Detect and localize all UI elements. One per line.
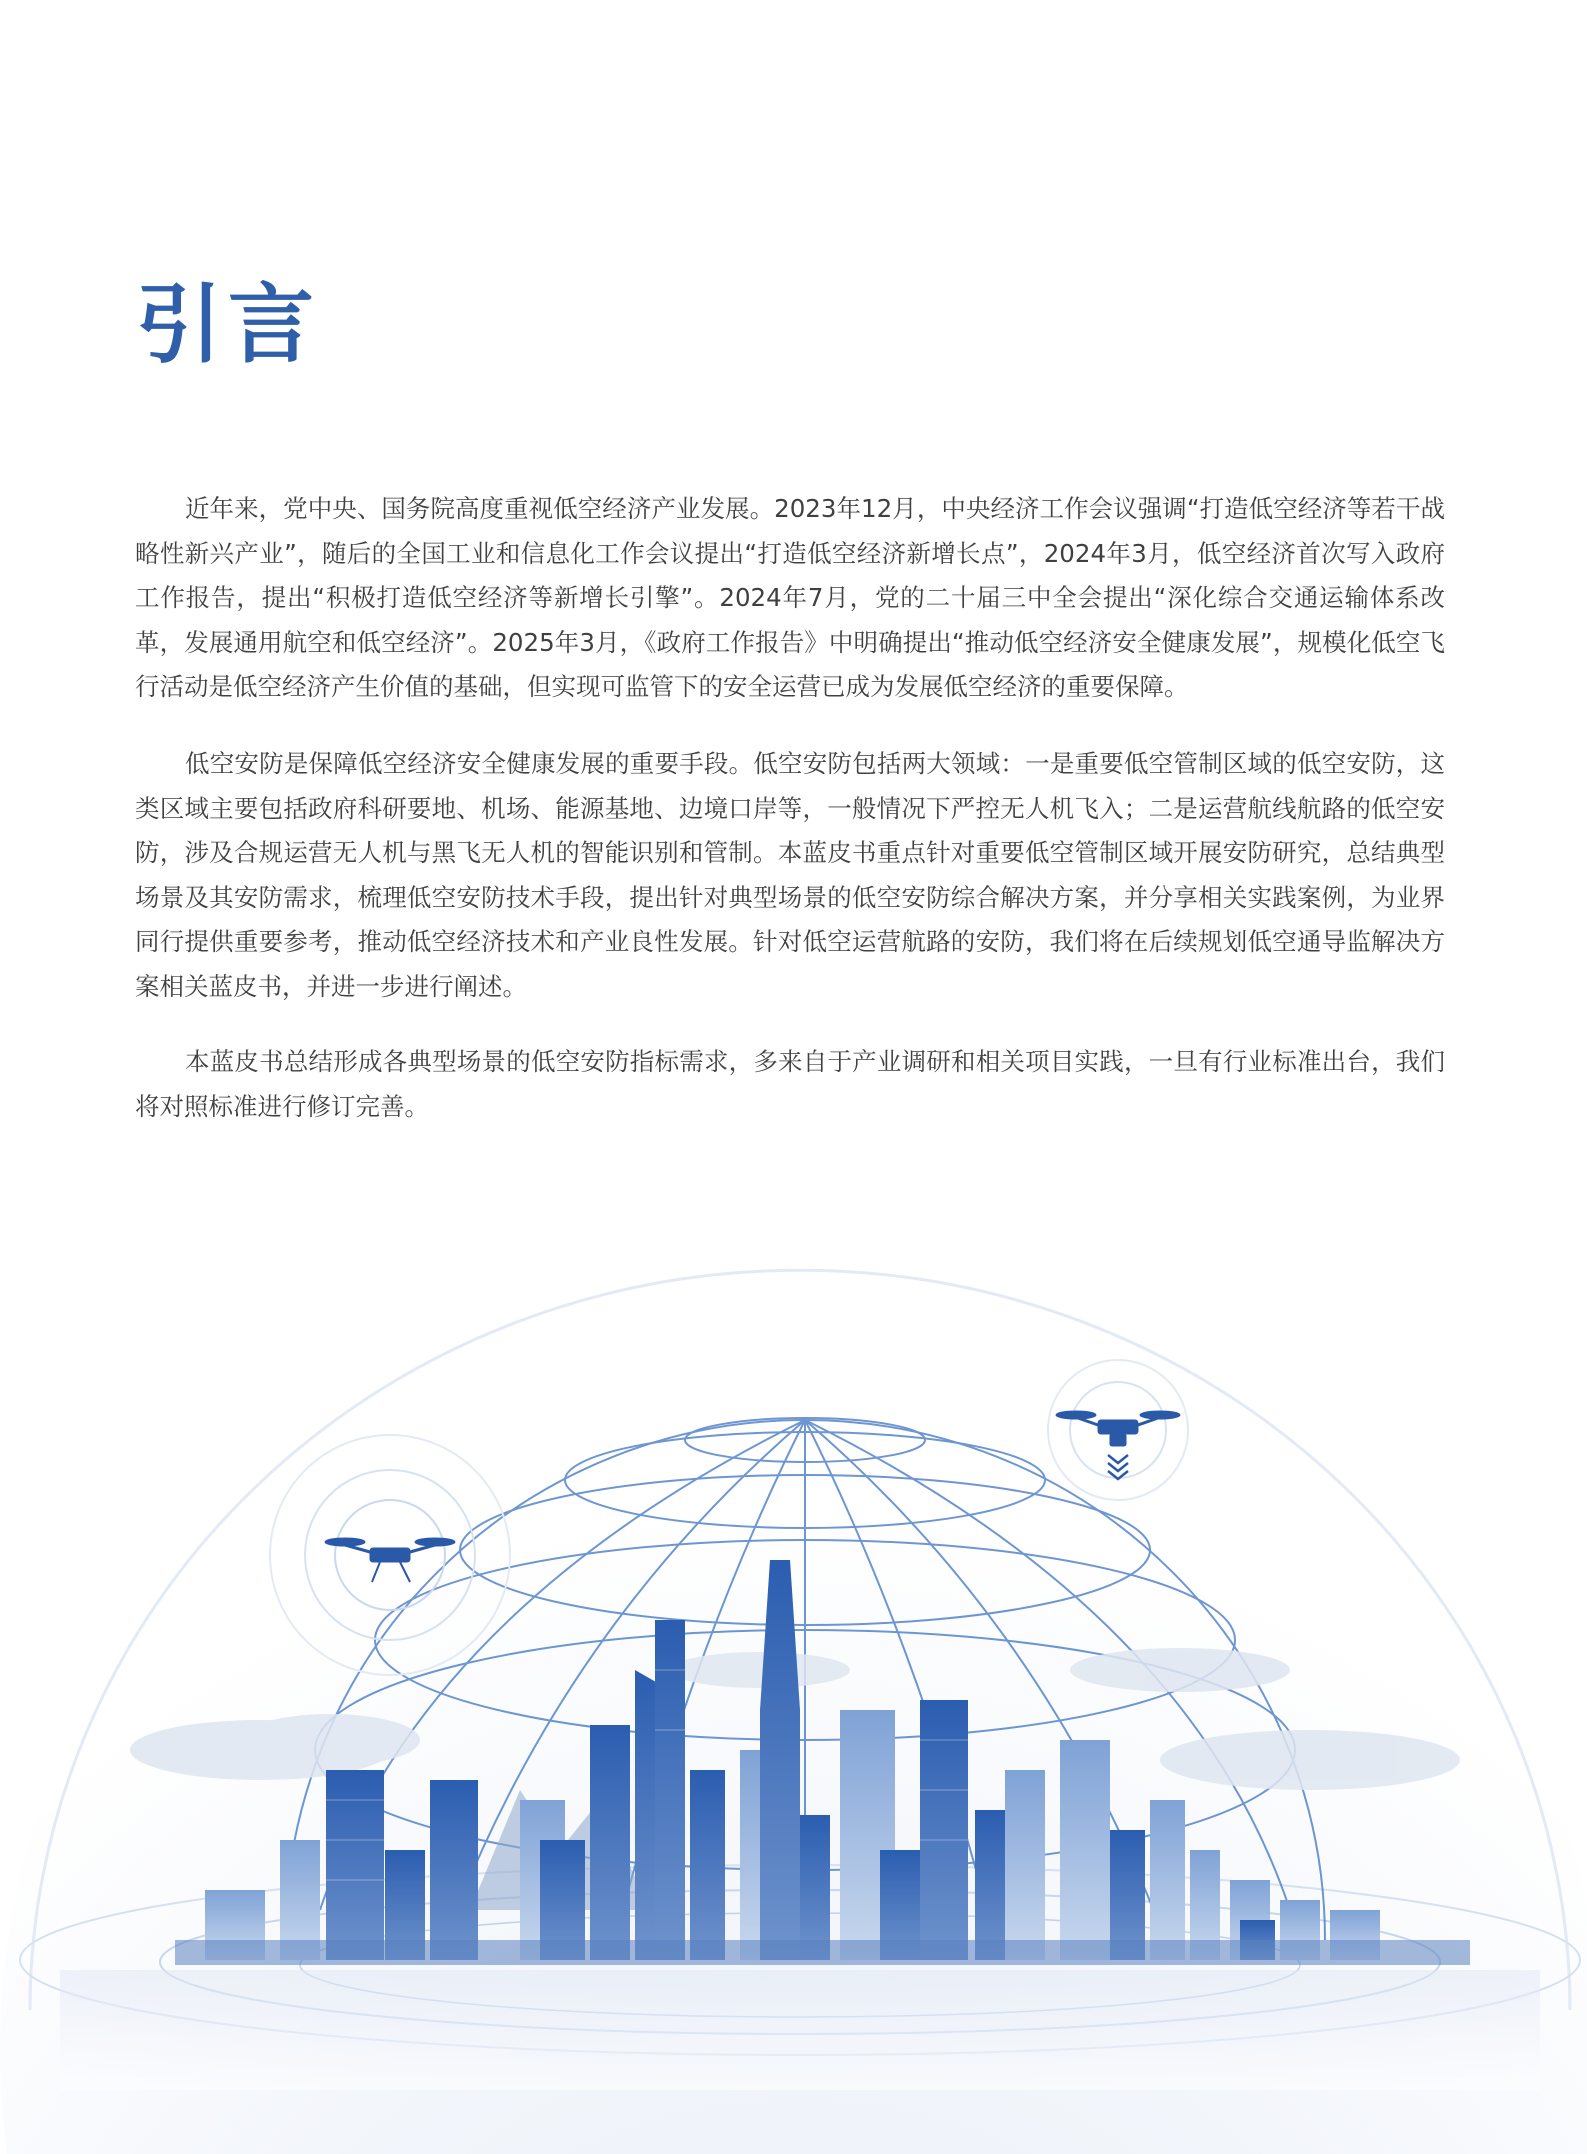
page-title: 引言	[136, 275, 320, 375]
intro-paragraph-3: 本蓝皮书总结形成各典型场景的低空安防指标需求，多来自于产业调研和相关项目实践，一旦有行业标准出台，我们将对照标准进行修订完善。	[135, 1047, 1445, 1121]
intro-paragraph-2: 低空安防是保障低空经济安全健康发展的重要手段。低空安防包括两大领域：一是重要低空管制区域的低空安防，这类区域主要包括政府科研要地、机场、能源基地、边境口岸等，一般情况下严控无人机飞入；二是运营航线航路的低空安防，涉及合规运营无人机与黑飞无人机的智能识别和管制。本蓝皮书重点针对重要低空管制区域开展安防研究，总结典型场景及其安防需求，梳理低空安防技术手段，提出针对典型场景的低空安防综合解决方案，并分享相关实践案例，为业界同行提供重要参考，推动低空经济技术和产业良性发展。针对低空运营航路的安防，我们将在后续规划低空通导监解决方案相关蓝皮书，并进一步进行阐述。	[135, 749, 1445, 1001]
intro-paragraph-1: 近年来，党中央、国务院高度重视低空经济产业发展。2023年12月，中央经济工作会议强调“打造低空经济等若干战略性新兴产业”，随后的全国工业和信息化工作会议提出“打造低空经济新增长点”，2024年3月，低空经济首次写入政府工作报告，提出“积极打造低空经济等新增长引擎”。2024年7月，党的二十届三中全会提出“深化综合交通运输体系改革，发展通用航空和低空经济”。2025年3月，《政府工作报告》中明确提出“推动低空经济安全健康发展”，规模化低空飞行活动是低空经济产生价值的基础，但实现可监管下的安全运营已成为发展低空经济的重要保障。	[135, 494, 1445, 702]
city-dome-illustration	[0, 1150, 1587, 2154]
